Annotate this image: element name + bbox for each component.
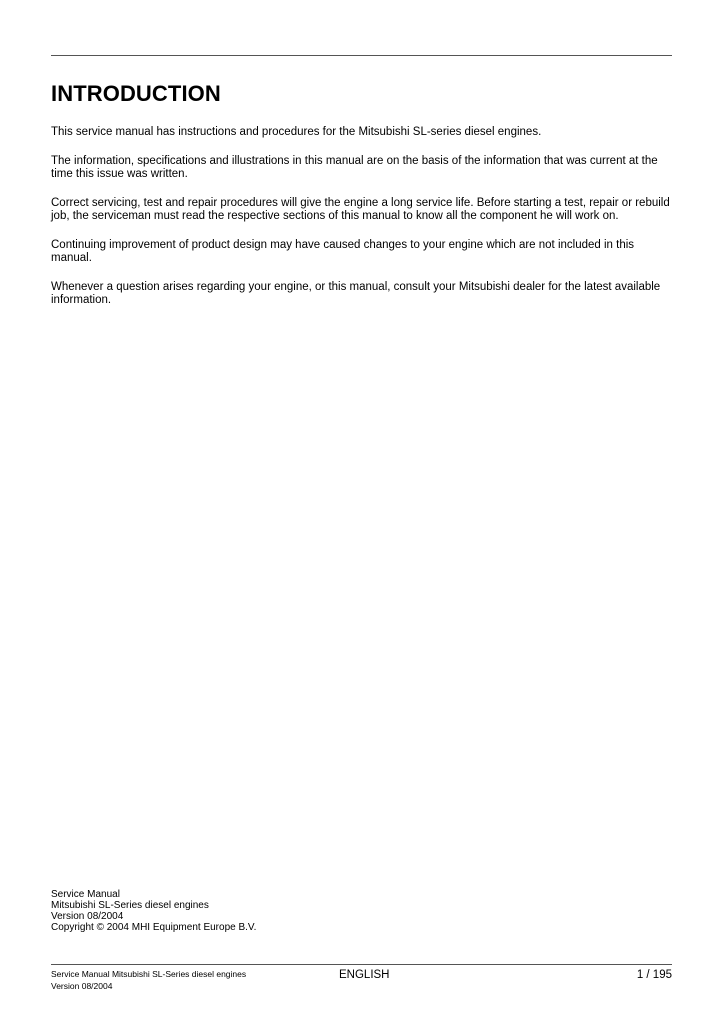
footer-rule: [51, 964, 672, 965]
colophon: [51, 889, 256, 933]
colophon-line-1: Service Manual: [51, 889, 120, 900]
footer-language: ENGLISH: [339, 969, 390, 981]
paragraph-4: Continuing improvement of product design may have caused changes to your engine which are not included in this manual.: [51, 238, 635, 264]
footer-document-info: [51, 968, 246, 992]
paragraph-3: Correct servicing, test and repair procedures will give the engine a long service life. Before starting a test, repair or rebuild job, the serviceman must read the respective sections of this manual to know all the component he will work on.: [51, 196, 670, 222]
page-title: INTRODUCTION: [51, 81, 221, 106]
colophon-line-3: Version 08/2004: [51, 911, 124, 922]
paragraph-2: The information, specifications and illustrations in this manual are on the basis of the information that was current at the time this issue was written.: [51, 154, 658, 180]
header-rule: [51, 55, 672, 56]
footer-document-title: Service Manual Mitsubishi SL-Series diesel engines: [51, 969, 247, 979]
paragraph-1: This service manual has instructions and procedures for the Mitsubishi SL-series diesel engines.: [51, 126, 542, 138]
colophon-copyright: Copyright © 2004 MHI Equipment Europe B.V.: [51, 922, 257, 933]
paragraph-5: Whenever a question arises regarding your engine, or this manual, consult your Mitsubishi dealer for the latest available information.: [51, 280, 661, 306]
colophon-line-2: Mitsubishi SL-Series diesel engines: [51, 900, 209, 911]
footer-version: Version 08/2004: [51, 981, 113, 991]
body-text: [51, 126, 674, 323]
footer-page-number: 1 / 195: [636, 969, 672, 981]
